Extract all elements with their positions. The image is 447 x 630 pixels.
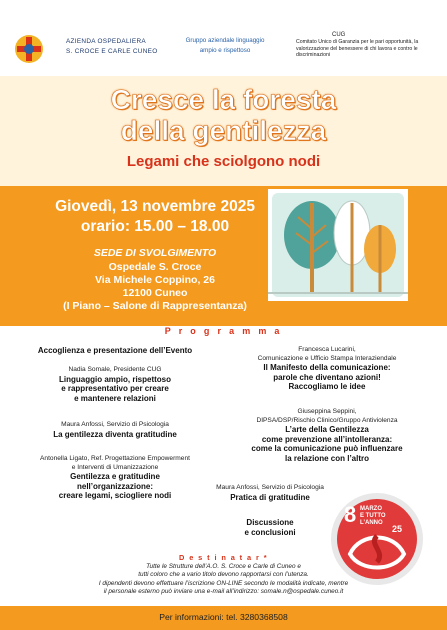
programme-item: Maura Anfossi, Servizio di Psicologia La gentilezza diventa gratitudine — [53, 421, 177, 439]
header — [0, 0, 447, 76]
destinatari-line: I dipendenti devono effettuare l’iscrizione ON-LINE secondo le modalità indicate, mentre — [98, 580, 349, 587]
programme-item: Discussione e conclusioni — [244, 518, 296, 537]
cug-title: CUG — [332, 32, 346, 38]
programme-item: Antonella Ligato, Ref. Progettazione Empowerment e Interventi di Umanizzazione Gentilezza e gratitudine nell’organizzazione: creare legami, sciogliere nodi — [40, 455, 190, 501]
subtitle: Legami che sciolgono nodi — [126, 153, 321, 170]
hospital-logo-icon — [14, 34, 44, 64]
venue-line: (I Piano – Salone di Rappresentanza) — [63, 300, 247, 312]
svg-text:MARZO: MARZO — [360, 506, 382, 512]
programme-item: Francesca Lucarini, Comunicazione e Ufficio Stampa Interaziendale Il Manifesto della comunicazione: parole che diventano azioni! Raccogliamo le idee — [257, 346, 397, 392]
destinatari-line: tutti coloro che a vario titolo devono rapportarsi con l’utenza. — [138, 571, 309, 578]
contact-info: Per informazioni: tel. 3280368508 — [159, 612, 288, 622]
venue-line: 12100 Cuneo — [122, 287, 188, 299]
group-name: Gruppo aziendale linguaggio ampio e rispettoso — [185, 37, 265, 54]
programme-item: Maura Anfossi, Servizio di Psicologia Pratica di gratitudine — [216, 484, 324, 502]
destinatari-line: il personale esterno può inviare una e-mail all’indirizzo: somale.n@ospedale.cuneo.it — [103, 588, 344, 595]
event-date: Giovedì, 13 novembre 2025 — [55, 198, 255, 215]
programme-title: P r o g r a m m a — [164, 326, 283, 336]
venue-line: Via Michele Coppino, 26 — [94, 274, 215, 286]
venue-label: SEDE DI SVOLGIMENTO — [93, 247, 217, 259]
venue-line: Ospedale S. Croce — [108, 261, 202, 273]
organization-name: AZIENDA OSPEDALIERA S. CROCE E CARLE CUNEO — [66, 38, 158, 55]
trees-illustration — [268, 189, 408, 301]
page-title: Cresce la foresta della gentilezza — [110, 84, 337, 146]
destinatari-line: Tutte le Strutture dell’A.O. S. Croce e Carle di Cuneo e — [146, 563, 301, 570]
svg-text:E TUTTO: E TUTTO — [360, 513, 386, 519]
programme-item: Giuseppina Seppini, DIPSA/DSP/Rischio Clinico/Gruppo Antiviolenza L’arte della Gentilezza come prevenzione all’intolleranza: come la comunicazione può influenzare la relazione con l’altro — [251, 408, 403, 463]
programme-item: Nadia Somale, Presidente CUG Linguaggio ampio, rispettoso e rappresentativo per creare e mantenere relazioni — [59, 366, 171, 403]
svg-text:25: 25 — [392, 524, 403, 534]
svg-text:8: 8 — [344, 502, 357, 527]
svg-text:L’ANNO: L’ANNO — [360, 520, 383, 526]
event-time: orario: 15.00 – 18.00 — [80, 218, 230, 235]
programme-item: Accoglienza e presentazione dell’Evento — [37, 346, 193, 355]
destinatari-title: D e s t i n a t a r * — [179, 553, 268, 562]
cug-description: Comitato Unico di Garanzia per le pari opportunità, la valorizzazione del benessere di chi lavora e contro le discriminazioni — [296, 39, 419, 59]
